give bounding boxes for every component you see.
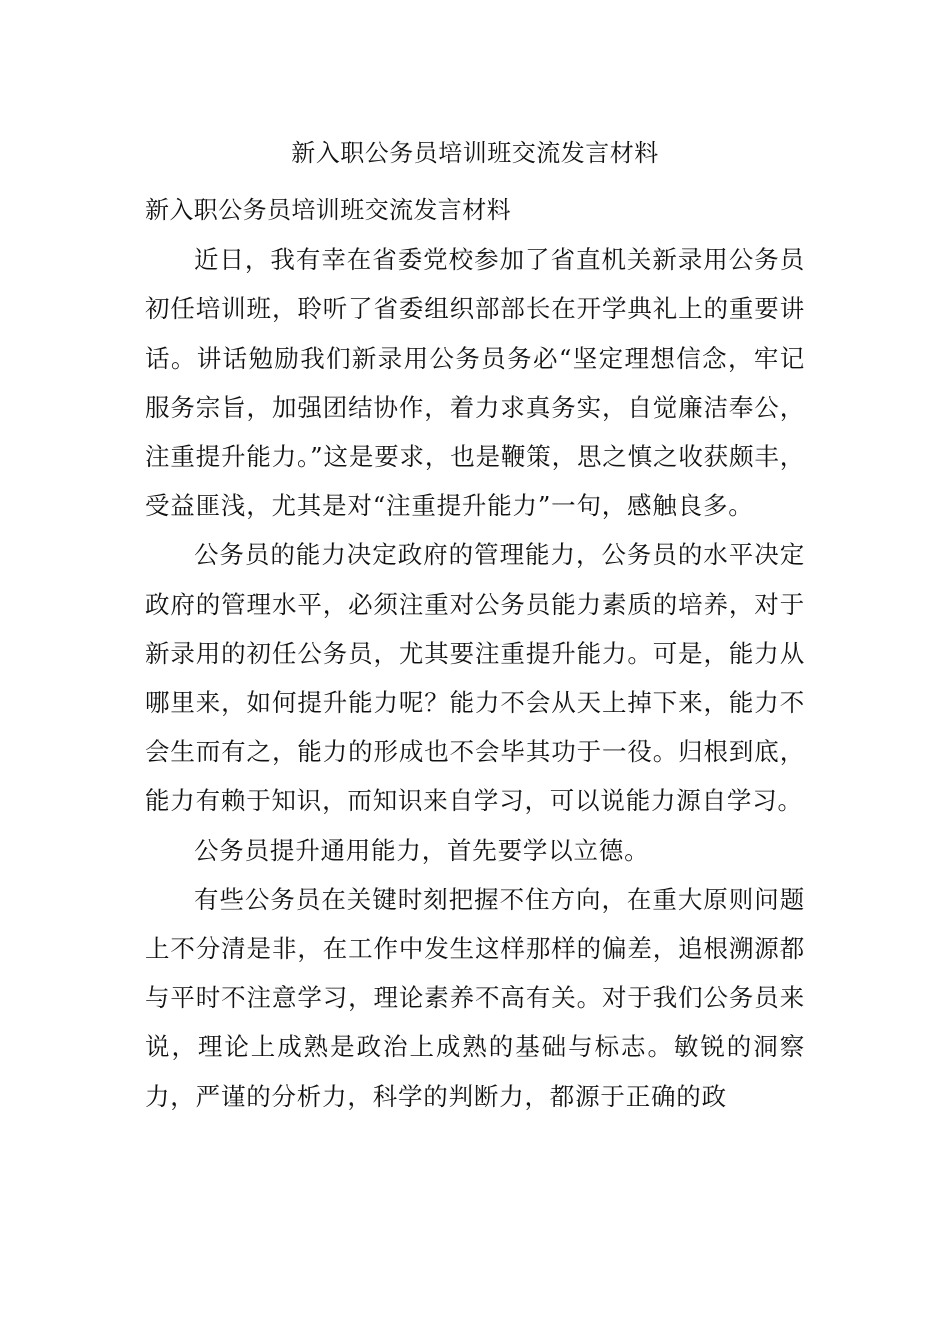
document-subtitle: 新入职公务员培训班交流发言材料: [145, 196, 511, 224]
paragraph: 公务员的能力决定政府的管理能力，公务员的水平决定政府的管理水平，必须注重对公务员能力素质的培养，对于新录用的初任公务员，尤其要注重提升能力。可是，能力从哪里来，如何提升能力呢？能力不会从天上掉下来，能力不会生而有之，能力的形成也不会毕其功于一役。归根到底，能力有赖于知识，而知识来自学习，可以说能力源自学习。: [145, 540, 805, 816]
paragraph: 有些公务员在关键时刻把握不住方向，在重大原则问题上不分清是非，在工作中发生这样那样的偏差，追根溯源都与平时不注意学习，理论素养不高有关。对于我们公务员来说，理论上成熟是政治上成熟的基础与标志。敏锐的洞察力，严谨的分析力，科学的判断力，都源于正确的政: [145, 884, 805, 1111]
document-title: 新入职公务员培训班交流发言材料: [291, 139, 659, 167]
paragraph: 公务员提升通用能力，首先要学以立德。: [194, 835, 650, 865]
document-body: [145, 186, 805, 1121]
paragraph: 近日，我有幸在省委党校参加了省直机关新录用公务员初任培训班，聆听了省委组织部部长在开学典礼上的重要讲话。讲话勉励我们新录用公务员务必“坚定理想信念，牢记服务宗旨，加强团结协作，着力求真务实，自觉廉洁奉公，注重提升能力。”这是要求，也是鞭策，思之慎之收获颇丰，受益匪浅，尤其是对“注重提升能力”一句，感触良多。: [145, 245, 805, 521]
